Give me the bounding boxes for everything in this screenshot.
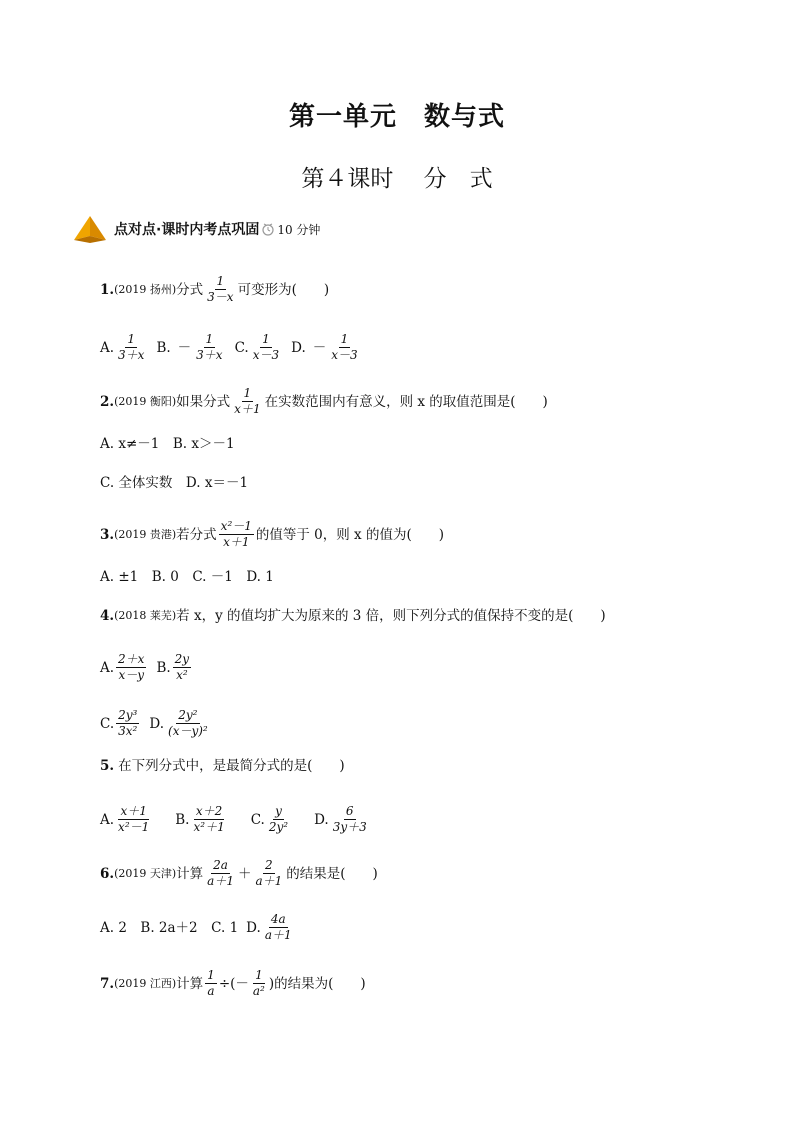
option-b-fraction: $\frac{2y}{\text{x²}}$ xyxy=(174,652,190,682)
question-3 xyxy=(100,519,444,550)
fraction: $\frac{\text{x²－1}}{x+1}$ xyxy=(220,519,252,549)
operator: ＋ xyxy=(237,865,252,882)
question-2 xyxy=(100,386,548,417)
option-label: A. xyxy=(100,811,115,828)
option-label: B. xyxy=(156,339,171,356)
question-4 xyxy=(100,606,606,626)
question-number: 4. xyxy=(100,608,115,624)
question-2-options-line-2: C. 全体实数 D. x＝－1 xyxy=(100,475,249,491)
option-d-fraction: $\frac{6}{3y+3}$ xyxy=(332,804,367,834)
fraction: $\frac{1}{3-x}$ xyxy=(207,274,234,304)
option-a-fraction: $\frac{1}{3+x}$ xyxy=(118,332,145,362)
question-source: (2019 衡阳) xyxy=(114,394,177,408)
question-6-options xyxy=(100,912,296,943)
question-text: 的值等于 0，则 x 的值为( ) xyxy=(255,526,445,543)
fraction: $\frac{2a}{a+1}$ xyxy=(207,858,234,888)
question-5-options xyxy=(100,804,371,835)
question-5 xyxy=(100,756,345,776)
question-4-options-row-1 xyxy=(100,652,193,683)
question-1 xyxy=(100,274,329,305)
question-text: 在实数范围内有意义，则 x 的取值范围是( ) xyxy=(264,393,548,410)
option-label: B. xyxy=(175,811,190,828)
section-header xyxy=(72,214,320,244)
option-label: A. xyxy=(100,339,115,356)
option-b-fraction: $\frac{x+2}{\text{x²＋1}}$ xyxy=(193,804,225,834)
question-7 xyxy=(100,968,366,999)
option-label: D. xyxy=(149,715,165,732)
question-text: 在下列分式中，是最简分式的是( ) xyxy=(118,758,345,774)
question-text: 计算 xyxy=(176,975,204,992)
section-time: 10 分钟 xyxy=(277,222,321,237)
clock-icon xyxy=(261,222,275,236)
question-source: (2019 扬州) xyxy=(114,282,177,296)
question-text: )的结果为( ) xyxy=(268,975,366,992)
question-text: 若分式 xyxy=(176,526,217,543)
option-label: D. xyxy=(291,339,306,356)
option-a-fraction: $\frac{2+x}{x-y}$ xyxy=(118,652,145,682)
option-b-fraction: $\frac{1}{3+x}$ xyxy=(196,332,223,362)
option-d-fraction: $\frac{4a}{a+1}$ xyxy=(264,912,292,942)
question-text: 分式 xyxy=(176,281,204,298)
question-text: 的结果是( ) xyxy=(286,865,378,882)
option-label: C. xyxy=(100,715,115,732)
question-number: 5. xyxy=(100,758,115,774)
question-text: 计算 xyxy=(176,865,204,882)
option-label: D. xyxy=(246,919,261,936)
question-number: 6. xyxy=(100,865,115,882)
option-label: C. xyxy=(234,339,249,356)
option-label: B. xyxy=(156,659,171,676)
fraction: $\frac{1}{\text{a²}}$ xyxy=(252,968,265,998)
question-number: 7. xyxy=(100,975,115,992)
question-number: 3. xyxy=(100,526,115,543)
fraction: $\frac{1}{a}$ xyxy=(207,968,215,998)
section-label: 点对点·课时内考点巩固 xyxy=(114,222,260,238)
question-3-options: A. ±1 B. 0 C. －1 D. 1 xyxy=(100,569,274,585)
option-sign: － xyxy=(177,339,192,356)
lesson-title: 第４课时 分 式 xyxy=(301,166,493,192)
question-number: 2. xyxy=(100,393,115,410)
option-a-fraction: $\frac{x+1}{\text{x²－1}}$ xyxy=(118,804,150,834)
question-text: 可变形为( ) xyxy=(237,281,330,298)
question-source: (2018 莱芜) xyxy=(114,609,177,622)
question-4-options-row-2 xyxy=(100,708,212,739)
question-source: (2019 天津) xyxy=(114,866,177,880)
question-text: 若 x，y 的值均扩大为原来的 3 倍，则下列分式的值保持不变的是( ) xyxy=(176,608,606,624)
option-c-fraction: $\frac{\text{2y³}}{\text{3x²}}$ xyxy=(118,708,138,738)
option-d-fraction: $\frac{1}{x-3}$ xyxy=(331,332,358,362)
question-source: (2019 江西) xyxy=(114,976,177,990)
fraction: $\frac{2}{a+1}$ xyxy=(255,858,283,888)
question-1-options xyxy=(100,332,362,363)
unit-title: 第一单元 数与式 xyxy=(288,102,505,132)
question-6 xyxy=(100,858,378,889)
pyramid-icon xyxy=(72,214,108,244)
option-label: A. xyxy=(100,659,115,676)
options-text: A. 2 B. 2a＋2 C. 1 xyxy=(100,919,239,936)
option-label: C. xyxy=(250,811,265,828)
option-c-fraction: $\frac{1}{x-3}$ xyxy=(252,332,280,362)
question-source: (2019 贵港) xyxy=(114,527,177,541)
option-label: D. xyxy=(314,811,329,828)
option-c-fraction: $\frac{y}{\text{2y²}}$ xyxy=(268,804,289,834)
question-text: 如果分式 xyxy=(176,393,231,410)
fraction: $\frac{1}{x+1}$ xyxy=(234,386,261,416)
option-sign: － xyxy=(312,339,327,356)
option-d-fraction: $\frac{\text{2y²}}{\text{(x－y)²}}$ xyxy=(168,708,208,738)
operator: ÷(－ xyxy=(218,975,249,992)
question-number: 1. xyxy=(100,281,115,298)
question-2-options-line-1: A. x≠－1 B. x＞－1 xyxy=(100,436,235,452)
